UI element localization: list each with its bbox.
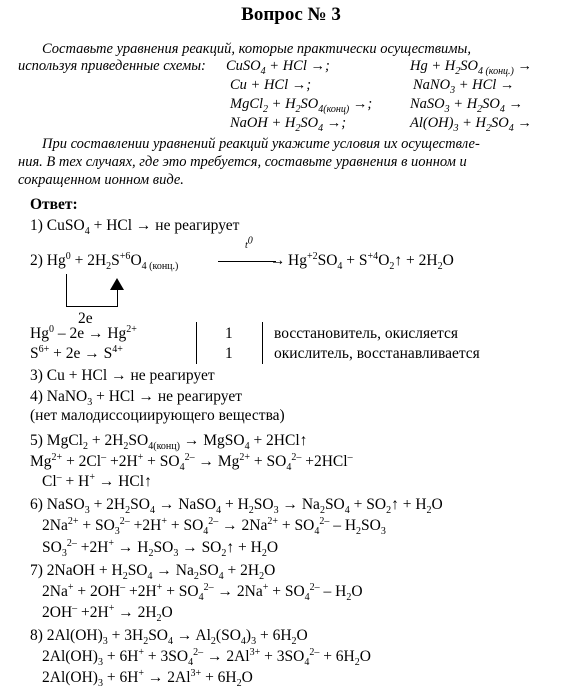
scheme-4: NaNO$_3$ + HCl → — [413, 77, 515, 96]
electron-bracket-bottom — [66, 306, 118, 307]
electron-arrow-up-icon — [110, 278, 124, 290]
task-note-1: При составлении уравнений реакций укажите условия их осуществле- — [42, 136, 480, 152]
answer-item-7-short: $2OH^- +2H^+ \to 2H_2O$ — [42, 602, 173, 625]
page-title: Вопрос № 3 — [241, 4, 341, 25]
answer-heading: Ответ: — [30, 196, 78, 213]
reaction-arrow-head: → — [270, 252, 286, 269]
electron-bracket-right — [117, 289, 118, 307]
half-reaction-1-coef: 1 — [225, 325, 233, 342]
scheme-5: MgCl$_2$ + $H_2SO_{4(конц)}$ →; — [230, 96, 373, 115]
answer-item-4-note: (нет малодиссоциирующего вещества) — [30, 407, 285, 424]
half-reaction-2-role: окислитель, восстанавливается — [274, 345, 480, 362]
scheme-7: NaOH + $H_2SO_4$ →; — [230, 115, 347, 134]
answer-item-4: 4) NaNO$_3$ + HCl → не реагирует — [30, 388, 242, 409]
answer-item-8-short: $2Al(OH)_3 + 6H^+ \to 2Al^{3+} + 6H_2O$ — [42, 667, 253, 690]
answer-item-8: 8) $2Al(OH)_3 + 3H_2SO_4 \to Al_2(SO_4)_3 + 6H_2O$ — [30, 627, 308, 648]
half-reaction-2-coef: 1 — [225, 345, 233, 362]
answer-item-3: 3) Cu + HCl → не реагирует — [30, 367, 215, 384]
answer-item-2-left: 2) $Hg^0 + 2H_2S^{+6}O_{4 (конц.)}$ — [30, 250, 179, 273]
scheme-3: Cu + HCl →; — [230, 77, 312, 93]
answer-item-6: 6) NaSO$_3$ + $2H_2SO_4$ → NaSO$_4$ + $H_2SO_3 \to Na_2SO_4$ + $SO_2↑ + H_2O$ — [30, 496, 443, 517]
answer-item-6-short: $SO_3^{2-} +2H^+ \to H_2SO_3$ → $SO_2↑ + H_2O$ — [42, 537, 279, 560]
reaction-temperature-label: $t^0$ — [245, 235, 253, 251]
reaction-arrow-shaft — [218, 261, 276, 262]
scheme-6: NaSO$_3$ + $H_2SO_4$ → — [410, 96, 524, 115]
answer-item-2-right: $Hg^{+2}SO_4$ + $S^{+4}O_2↑ + 2H_2O$ — [288, 250, 454, 273]
half-reaction-1: $Hg^0 - 2e \to Hg^{2+}$ — [30, 323, 137, 342]
half-reaction-divider-2 — [262, 322, 263, 364]
task-note-2: ния. В тех случаях, где это требуется, составьте уравнения в ионном и — [18, 154, 467, 170]
half-reaction-divider-1 — [196, 322, 197, 364]
half-reaction-1-role: восстановитель, окисляется — [274, 325, 458, 342]
answer-item-7-ionic: $2Na^+ + 2OH^- +2H^+ + SO_4^{2-} \to 2Na^+ + SO_4^{2-} - H_2O$ — [42, 581, 363, 604]
scheme-1: CuSO$_4$ + HCl →; — [226, 58, 330, 77]
scheme-2: $Hg + H_2SO_{4 (конц.)}$ → — [410, 58, 533, 77]
answer-item-8-ionic: $2Al(OH)_3 + 6H^+ + 3SO_4^{2-} \to 2Al^{3+} + 3SO_4^{2-} + 6H_2O$ — [42, 646, 371, 669]
task-note-3: сокращенном ионном виде. — [18, 172, 184, 188]
answer-item-1: 1) CuSO$_4$ + HCl → не реагирует — [30, 217, 240, 238]
electron-count: 2e — [78, 310, 93, 327]
answer-item-5-ionic: $Mg^{2+} + 2Cl^- +2H^+ + SO_4^{2-} \to Mg^{2+} + SO_4^{2-} +2HCl^-$ — [30, 451, 353, 474]
answer-item-5-short: Cl– + H+ → HCl↑ — [42, 471, 152, 490]
scheme-8: $Al(OH)_3 + H_2SO_4$ → — [410, 115, 532, 134]
answer-item-5: 5) MgCl$_2$ + $2H_2SO_{4(конц)}$ → MgSO$_4$ + 2HCl↑ — [30, 432, 308, 453]
half-reaction-2: $S^{6+} + 2e \to S^{4+}$ — [30, 343, 123, 362]
task-line-1: Составьте уравнения реакций, которые практически осуществимы, — [42, 41, 471, 57]
answer-item-7: 7) 2NaOH + $H_2SO_4 \to Na_2SO_4 + 2H_2O$ — [30, 562, 276, 583]
answer-item-6-ionic: $2Na^{2+} + SO_3^{2-} +2H^+ + SO_4^{2-} \to 2Na^{2+} + SO_4^{2-} - H_2SO_3$ — [42, 515, 386, 538]
electron-bracket-left — [66, 274, 67, 307]
task-line-2: используя приведенные схемы: — [18, 58, 206, 74]
